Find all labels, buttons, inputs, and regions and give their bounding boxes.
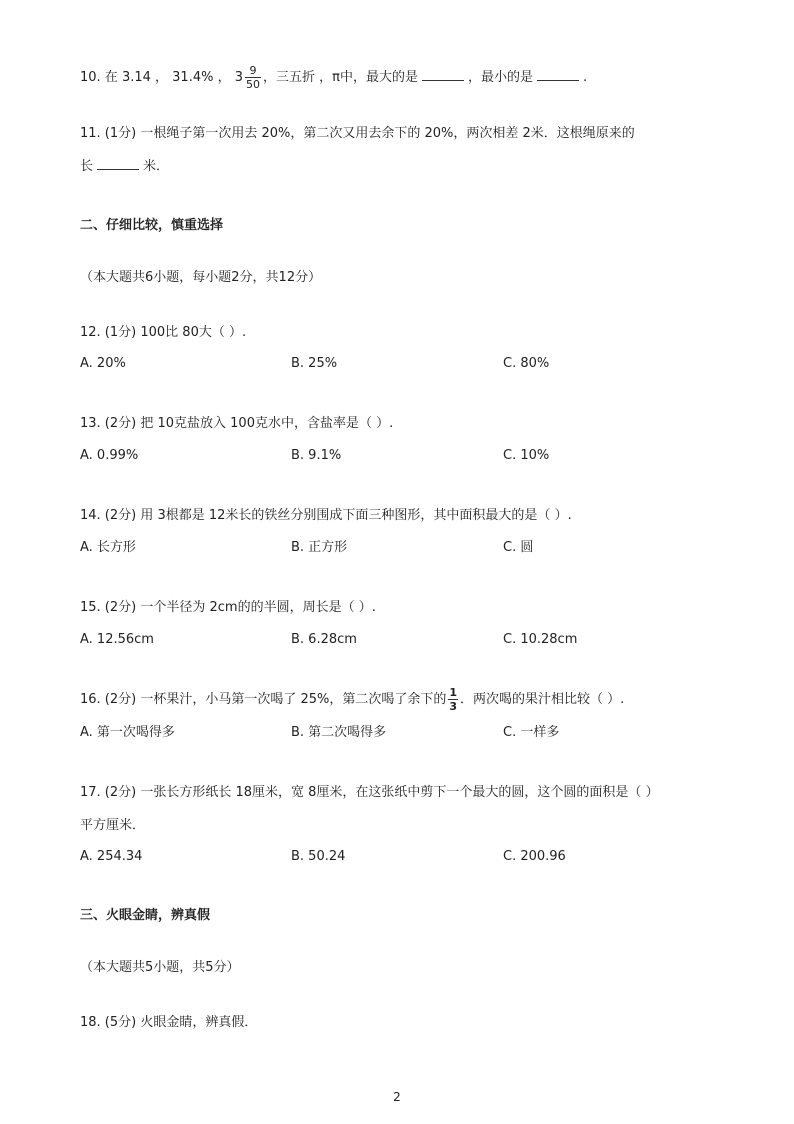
question-11-text-b: 米． — [143, 159, 170, 174]
question-17-option-a[interactable]: A. 254.34 — [80, 849, 143, 864]
question-17-option-b[interactable]: B. 50.24 — [291, 849, 346, 864]
question-11-text-a: 长 — [80, 159, 94, 174]
question-10 — [80, 64, 587, 91]
page-number: 2 — [393, 1090, 401, 1104]
question-16-text-a: 16. (2分) 一杯果汁，小马第一次喝了 25%，第二次喝了余下的 — [80, 692, 447, 707]
question-14-option-c[interactable]: C. 圆 — [503, 540, 534, 555]
question-12-option-c[interactable]: C. 80% — [503, 356, 550, 371]
question-11-line-2 — [80, 157, 169, 177]
section-3-note: （本大题共5小题，共5分） — [80, 960, 240, 975]
question-10-text-c: ，最小的是 — [467, 70, 533, 85]
question-15-stem: 15. (2分) 一个半径为 2cm的的半圆，周长是（ ）. — [80, 600, 376, 615]
question-18-stem: 18. (5分) 火眼金睛，辨真假． — [80, 1015, 258, 1030]
section-3-title: 三、火眼金睛，辨真假 — [80, 908, 211, 923]
question-15-option-a[interactable]: A. 12.56cm — [80, 632, 154, 647]
question-13-option-a[interactable]: A. 0.99% — [80, 448, 139, 463]
question-16-text-b: ．两次喝的果汁相比较（ ）. — [460, 692, 625, 707]
fraction-denominator: 3 — [449, 700, 458, 713]
question-13-stem: 13. (2分) 把 10克盐放入 100克水中，含盐率是（ ）. — [80, 416, 394, 431]
question-17-option-c[interactable]: C. 200.96 — [503, 849, 566, 864]
section-2-note: （本大题共6小题，每小题2分，共12分） — [80, 270, 322, 285]
question-13-option-b[interactable]: B. 9.1% — [291, 448, 342, 463]
question-16-option-a[interactable]: A. 第一次喝得多 — [80, 725, 175, 740]
question-17-line-2: 平方厘米． — [80, 818, 146, 833]
question-10-text-a: 10. 在 3.14 ， 31.4% ， 3 — [80, 70, 243, 85]
answer-blank-max[interactable] — [422, 68, 464, 81]
answer-blank-min[interactable] — [537, 68, 579, 81]
fraction-1-3 — [448, 686, 458, 713]
question-15-option-c[interactable]: C. 10.28cm — [503, 632, 578, 647]
fraction-numerator: 9 — [245, 64, 261, 78]
question-14-option-b[interactable]: B. 正方形 — [291, 540, 348, 555]
fraction-denominator: 50 — [245, 78, 260, 91]
question-15-option-b[interactable]: B. 6.28cm — [291, 632, 357, 647]
question-12-option-b[interactable]: B. 25% — [291, 356, 338, 371]
answer-blank-length[interactable] — [97, 157, 139, 170]
question-17-line-1: 17. (2分) 一张长方形纸长 18厘米，宽 8厘米，在这张纸中剪下一个最大的圆，这个圆的面积是（ ） — [80, 785, 659, 800]
question-16-option-c[interactable]: C. 一样多 — [503, 725, 560, 740]
question-10-text-d: . — [582, 70, 588, 85]
question-16-option-b[interactable]: B. 第二次喝得多 — [291, 725, 387, 740]
question-10-text-b: ，三五折 ，π中，最大的是 — [262, 70, 418, 85]
fraction-9-50 — [245, 64, 261, 91]
question-13-option-c[interactable]: C. 10% — [503, 448, 550, 463]
question-11-line-1: 11. (1分) 一根绳子第一次用去 20%，第二次又用去余下的 20%，两次相差 2米．这根绳原来的 — [80, 126, 635, 141]
question-12-option-a[interactable]: A. 20% — [80, 356, 126, 371]
fraction-numerator: 1 — [449, 686, 458, 699]
question-14-option-a[interactable]: A. 长方形 — [80, 540, 136, 555]
question-14-stem: 14. (2分) 用 3根都是 12米长的铁丝分别围成下面三种图形，其中面积最大的是（ ）. — [80, 508, 572, 523]
question-16-stem — [80, 684, 624, 716]
question-12-stem: 12. (1分) 100比 80大（ ）. — [80, 325, 247, 340]
section-2-title: 二、仔细比较，慎重选择 — [80, 218, 224, 233]
